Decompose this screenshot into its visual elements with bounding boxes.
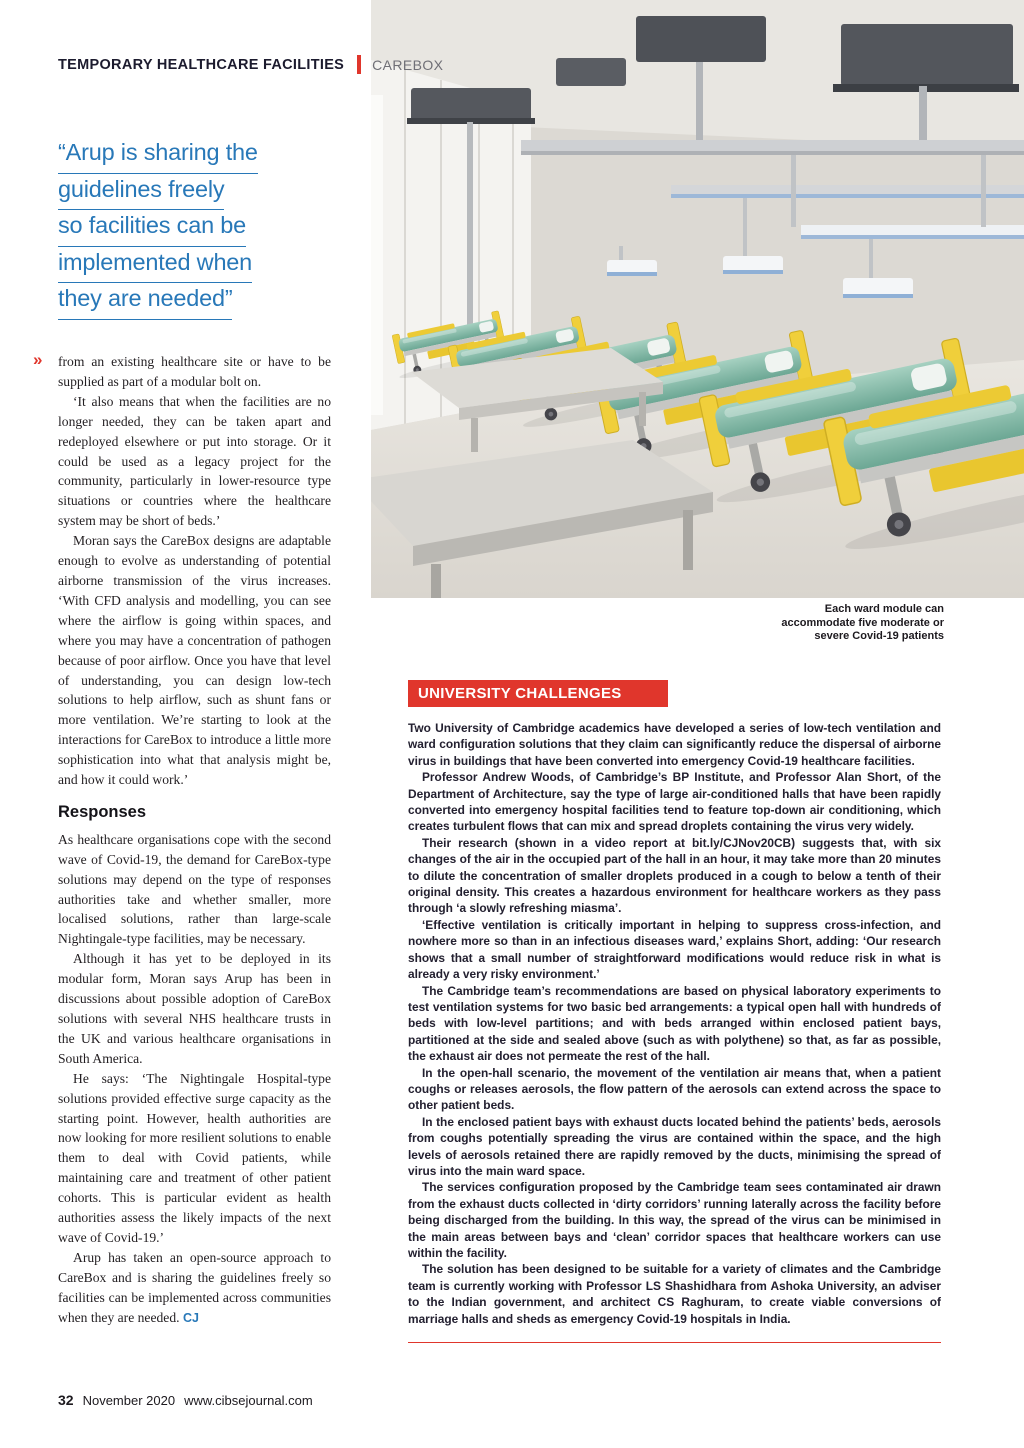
pull-quote-line: implemented when (58, 251, 252, 284)
issue-date: November 2020 (82, 1393, 176, 1408)
page-footer (58, 1392, 313, 1408)
page-number: 32 (58, 1392, 74, 1408)
section-title: TEMPORARY HEALTHCARE FACILITIES (58, 56, 345, 73)
box-paragraph: In the open-hall scenario, the movement of the ventilation air means that, when a patient coughs or releases aerosols, the flow pattern of the aerosols can extend across the space to other patient beds. (408, 1065, 941, 1113)
article-paragraph-text: from an existing healthcare site or have to be supplied as part of a modular bolt on. (58, 354, 331, 389)
pull-quote-line: they are needed” (58, 287, 232, 320)
box-paragraph: The solution has been designed to be suitable for a variety of climates and the Cambridge team is currently working with Professor LS Shashidhara from Ashoka University, an adviser to the Indian government, and architect CS Raghuram, to create viable conversions of marriage halls and sheds as emergency Covid-19 hospitals in India. (408, 1262, 941, 1326)
pull-quote-line: “Arup is sharing the (58, 141, 258, 174)
pull-quote-line: so facilities can be (58, 214, 246, 247)
image-caption (724, 603, 944, 644)
article-paragraph: Moran says the CareBox designs are adaptable enough to evolve as understanding of potential airborne transmission of the virus increases. ‘With CFD analysis and modelling, you can see where the airflow is going within spaces, and where you may have a concentration of pathogen because of poor airflow. Once you have that level of understanding, you can design low-tech solutions to help airflow, such as shunt fans or more ventilation. We’re starting to look at the interactions for CareBox to introduce a little more sophistication into what that analysis might be, and how it could work.’ (58, 533, 331, 788)
article-paragraph: As healthcare organisations cope with the second wave of Covid-19, the demand for CareBox-type solutions may depend on the type of responses authorities take and whether smaller, more localised solutions, rather than large-scale Nightingale-type facilities, may be necessary. (58, 831, 331, 947)
box-paragraph: In the enclosed patient bays with exhaust ducts located behind the patients’ beds, aerosols from coughs potentially spreading the virus are contained within the space, and the high levels of aerosols retained there are rapidly removed by the ducts, minimising the spread of virus into the main ward space. (408, 1114, 941, 1178)
box-body (408, 720, 941, 1327)
image-caption-line: severe Covid-19 patients (814, 630, 944, 642)
box-paragraph: Professor Andrew Woods, of Cambridge’s BP Institute, and Professor Alan Short, of the Department of Architecture, say the type of large air-conditioned halls that have been rapidly converted into emergency hospital facilities tend to feature top-down air conditioning, which creates turbulent flows that can mix and spread droplets containing the virus very widely. (408, 770, 941, 834)
website-url: www.cibsejournal.com (184, 1393, 313, 1408)
article-end-mark: CJ (182, 1310, 199, 1325)
article-paragraph (58, 1248, 331, 1329)
responses-heading: Responses (58, 802, 147, 821)
article-column (33, 350, 331, 1329)
kicker-divider (357, 55, 361, 74)
box-paragraph: The services configuration proposed by the Cambridge team sees contaminated air drawn from the exhaust ducts collected in ‘dirty corridors’ running laterally across the facility before being discharged from the building. In this way, the spread of the virus can be minimised in the main areas between bays and ‘clean’ corridor spaces that healthcare workers can use within the facility. (408, 1180, 941, 1260)
article-paragraph-text: Arup has taken an open-source approach to CareBox and is sharing the guidelines freely so facilities can be implemented across communities when they are needed. (58, 1249, 331, 1325)
ward-render-illustration (371, 0, 1024, 598)
image-caption-line: accommodate five moderate or (781, 616, 944, 629)
article-paragraph: Although it has yet to be deployed in its modular form, Moran says Arup has been in discussions about possible adoption of CareBox solutions with several NHS healthcare trusts in the UK and various healthcare organisations in South America. (58, 951, 331, 1066)
box-bottom-rule (408, 1342, 941, 1343)
box-paragraph: Their research (shown in a video report at bit.ly/CJNov20CB) suggests that, with six changes of the air in the occupied part of the hall in an hour, it may take more than 20 minutes to dilute the concentration of smaller droplets produced in a cough to below a tenth of their original density. This creates a hazardous environment for healthcare workers as they pass through ‘a slowly refreshing miasma’. (408, 835, 941, 916)
pull-quote (58, 141, 258, 324)
box-paragraph: The Cambridge team’s recommendations are based on physical laboratory experiments to test ventilation systems for two basic bed arrangements: a typical open hall with hundreds of beds with low-level partitions; and with beds arranged within enclosed patient bays, partitioned at the side and sealed above (such as with polythene) so that, as far as possible, the exhaust air does not permeate the rest of the hall. (408, 983, 941, 1064)
article-paragraph (33, 350, 331, 392)
continuation-marker-icon: » (33, 350, 43, 369)
article-paragraph: ‘It also means that when the facilities are no longer needed, they can be taken apart and redeployed elsewhere or put into storage. Or it could be used as a legacy project for the community, particularly in lower-resource type situations or countries where the healthcare system may be short of beds.’ (58, 393, 331, 529)
kicker-row (58, 55, 443, 74)
pull-quote-line: guidelines freely (58, 178, 224, 211)
box-paragraph: Two University of Cambridge academics have developed a series of low-tech ventilation and ward configuration solutions that they claim can significantly reduce the dispersal of airborne virus in buildings that have been converted into emergency Covid-19 healthcare facilities. (408, 721, 941, 768)
box-paragraph: ‘Effective ventilation is critically important in helping to suppress cross-infection, and nowhere more so than in an infectious diseases ward,’ explains Short, adding: ‘Our research shows that a small number of straightforward modifications would reduce risk in what is already a very risky environment.’ (408, 917, 941, 982)
image-caption-line: Each ward module can (824, 603, 944, 615)
hero-image (371, 0, 1024, 598)
box-title: UNIVERSITY CHALLENGES (408, 680, 668, 707)
university-challenges-box (408, 680, 941, 1343)
article-paragraph: He says: ‘The Nightingale Hospital-type solutions provided effective surge capacity as the starting point. However, health authorities are now looking for more resilient solutions to enable them to deal with Covid patients, while maintaining care and treatment of other patient cohorts. This is particular evident as health authorities assess the likely impacts of the next wave of Covid-19.’ (58, 1070, 331, 1245)
article-topic-tag: CAREBOX (372, 56, 444, 73)
